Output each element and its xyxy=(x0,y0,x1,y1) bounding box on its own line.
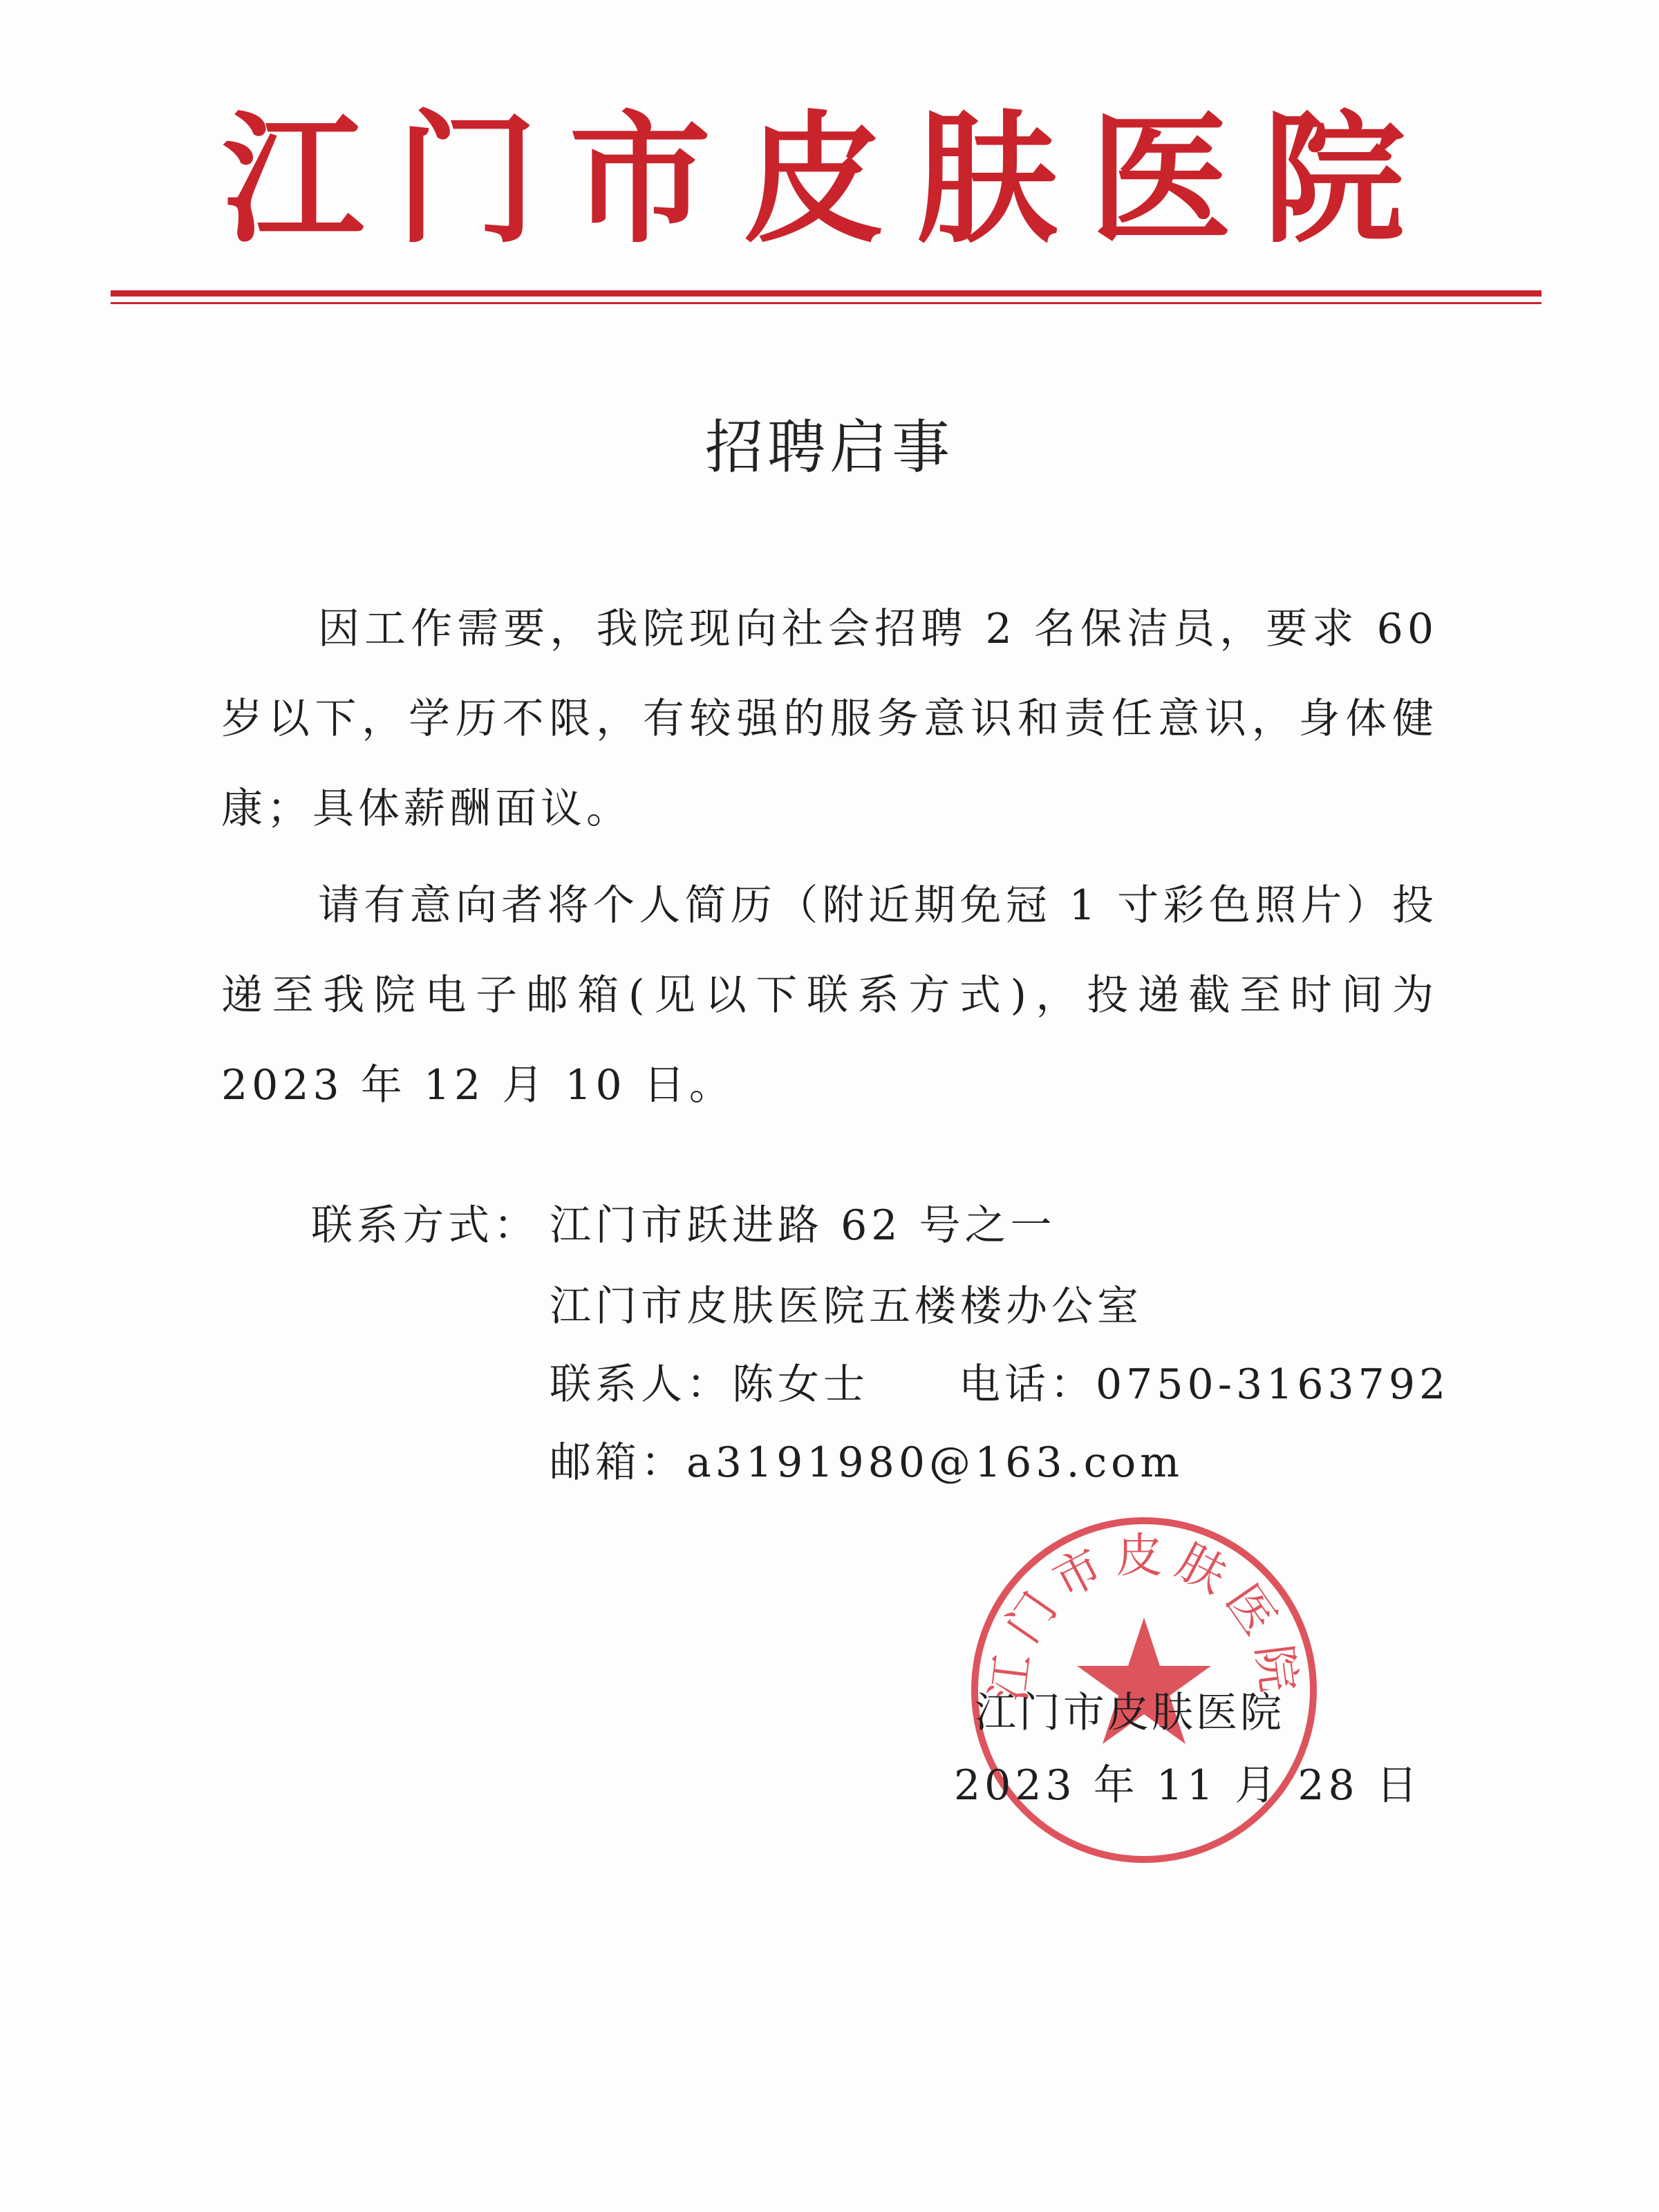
signature-name: 江门市皮肤医院 xyxy=(975,1689,1284,1737)
contact-email: 邮箱：a3191980@163.com xyxy=(550,1438,1184,1487)
contact-office: 江门市皮肤医院五楼楼办公室 xyxy=(550,1282,1143,1331)
notice-title: 招聘启事 xyxy=(704,413,954,481)
notice-paragraph-2: 请有意向者将个人简历（附近期免冠 1 寸彩色照片）投递至我院电子邮箱(见以下联系方式)，投递截至时间为 2023 年 12 月 10 日。 xyxy=(221,881,1438,1109)
contact-phone: 电话：0750-3163792 xyxy=(959,1360,1450,1409)
signature-date: 2023 年 11 月 28 日 xyxy=(954,1761,1422,1810)
seal-text: 江门市皮肤医院 xyxy=(981,1529,1307,1705)
letterhead-title: 江门市皮肤医院 xyxy=(222,97,1437,263)
contact-address: 江门市跃进路 62 号之一 xyxy=(550,1201,1056,1250)
letterhead-rule-thin xyxy=(111,302,1541,304)
contact-person-phone-row xyxy=(550,1351,1450,1411)
contact-person: 联系人：陈女士 xyxy=(550,1360,869,1409)
letterhead-rule-thick xyxy=(111,290,1541,297)
notice-paragraph-1: 因工作需要，我院现向社会招聘 2 名保洁员，要求 60 岁以下，学历不限，有较强的服务意识和责任意识，身体健康；具体薪酬面议。 xyxy=(221,605,1438,833)
contact-label: 联系方式： xyxy=(311,1201,539,1250)
